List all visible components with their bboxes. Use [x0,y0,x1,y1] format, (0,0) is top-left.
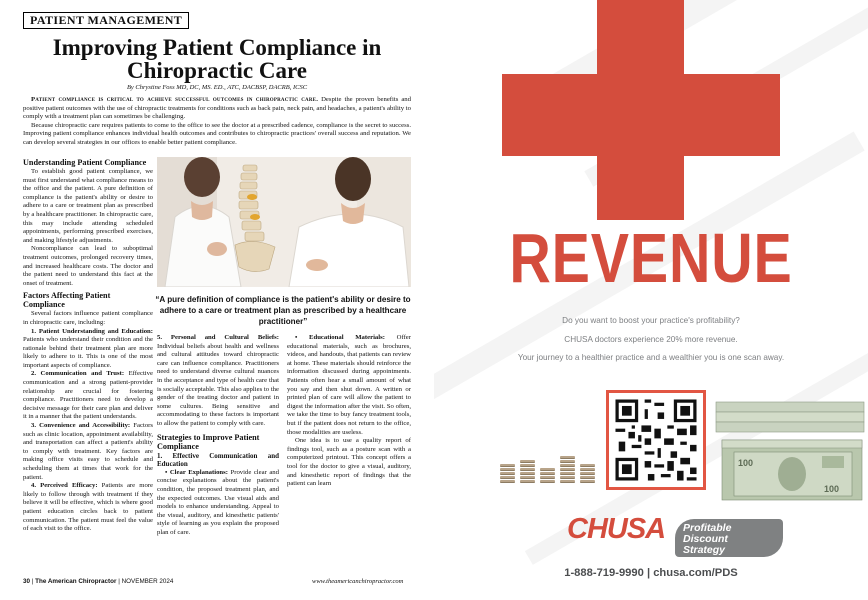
page-number: 30 [23,578,31,585]
medical-cross-icon-bar [502,74,780,156]
badge-line-3: Strategy [683,544,726,556]
byline: By Chrystine Foss MD, DC, MS. ED., ATC, DACBSP, DACRB, ICSC [126,84,308,91]
magazine-name: The American Chiropractor [35,578,117,585]
doctor-patient-photo [157,157,411,287]
factor-3-label: 3. Convenience and Accessibility: [31,422,131,430]
contact-info[interactable]: 1-888-719-9990 | chusa.com/PDS [564,567,738,579]
strategy-clear-explanations [157,469,279,538]
factor-2-label: 2. Communication and Trust: [31,370,125,378]
column-1 [23,157,153,570]
badge-line-1: Profitable [683,522,732,534]
strategy-label: • Educational Materials: [295,334,385,341]
intro-lead: Patient compliance is critical to achieve successful outcomes in chiropractic care. [31,96,319,103]
issue-date: NOVEMBER 2024 [121,578,174,585]
intro [23,96,411,148]
paragraph: One idea is to use a quality report of findings tool, such as a posture scan with a computerized printout. This concept offers a tool for the doctor to give a visual, auditory, and kinesthetic report of findings that the patient can learn [287,437,411,488]
factor-4-text: Patients are more likely to follow through with treatment if they believe it will be effective, which is where good patient education circles back to patient communication. The patient must feel the value of each visit to the office. [23,482,153,533]
intro-paragraph-2: Because chiropractic care requires patients to come to the office to see the doctor at a prescribed cadence, compliance is the secret to success. Improving patient compliance enhances individual health outcomes and contributes to chiropractic practices' overall success and reputation. We can develop several strategies in our offices to enable better patient compliance. [23,121,411,146]
ad-line-1: Do you want to boost your practice's profitability? [562,316,740,325]
cash-stack-icon [712,396,868,504]
badge-line-2: Discount [683,533,728,545]
brand-name: CHUSA [567,513,666,545]
promo-badge [675,519,783,557]
ad-headline: REVENUE [509,219,793,297]
factor-5-label: 5. Personal and Cultural Beliefs: [157,334,279,341]
article-title-line2: Chiropractic Care [127,58,307,83]
heading-understanding: Understanding Patient Compliance [23,158,147,167]
page-footer [23,578,173,585]
factor-3-text: Factors such as clinic location, appointment availability, and transportation can affect a patient's ability to comply with treatment. Key factors are making office visits easy to schedule and scheduling them at times that work for the patient. [23,422,153,481]
paragraph: Noncompliance can lead to suboptimal treatment outcomes, prolonged recovery times, and increased healthcare costs. The doctor and the patient need to understand this fact at the onset of treatment. [23,245,153,287]
bill-value: 100 [824,484,840,494]
column-3 [287,334,411,572]
factor-1-label: 1. Patient Understanding and Education: [31,327,153,335]
qr-code[interactable] [606,390,706,490]
paragraph: To establish good patient compliance, we must first understand what compliance means to the office and the patient. A pure definition of compliance is the patient's ability or desire to adhere to a care or treatment plan as prescribed by a healthcare practitioner. In chiropractic care, this may include attending scheduled appointments, performing prescribed exercises, and making lifestyle adjustments. [23,168,153,244]
money-icon [712,396,868,504]
pull-quote: “A pure definition of compliance is the patient's ability or desire to adhere to a care or treatment plan as prescribed by a healthcare practitioner” [155,295,411,326]
factor-3 [23,422,153,482]
paragraph: Several factors influence patient compliance in chiropractic care, including: [23,310,153,326]
bill-value: 100 [738,458,754,468]
factor-4 [23,482,153,534]
advertisement-page [434,0,868,600]
magazine-url: www.theamericanchiropractor.com [312,578,404,585]
strategy-text: Provide clear and concise explanations about the patient's condition, the proposed treatment plan, and the expected outcomes. Use visual aids and models to enhance understanding. Appeal to the visual, auditory, and kinesthetic patients' style of learning as you explain the proposed plan of care. [157,468,279,536]
heading-strategy-1: 1. Effective Communication and Education [157,451,279,469]
heading-factors: Factors Affecting Patient Compliance [23,291,111,310]
footer-separator: | [31,578,36,585]
factor-5-text: Individual beliefs about health and wellness and cultural attitudes toward chiropractic care can influence compliance. Practitioners need to understand diverse cultural nuances in the acceptance and type of health care that is socially acceptable. This also applies to the gender of the treating doctor and patient in some cultures. Being sensitive and accommodating to these factors is important to allow the patient to comply with care. [157,342,279,427]
column-2 [157,334,279,572]
article-title [0,36,434,82]
qr-code-icon [609,393,703,487]
ad-line-3: Your journey to a healthier practice and a wealthier you is one scan away. [517,353,785,362]
heading-strategies: Strategies to Improve Patient Compliance [157,432,260,451]
intro-rest: Despite the proven benefits and positive patient outcomes with the use of chiropractic treatments for conditions such as back pain, neck pain, and headaches, a patient's ability to comply with a treatment plan can sometimes be challenging. [23,96,411,121]
section-label: PATIENT MANAGEMENT [23,12,189,29]
factor-1 [23,328,153,371]
factor-4-label: 4. Perceived Efficacy: [31,482,98,490]
strategy-educational-materials [287,334,411,437]
ad-line-2: CHUSA doctors experience 20% more revenue. [564,335,738,344]
footer-separator: | [118,578,122,585]
intro-paragraph [23,96,411,122]
factor-1-text: Patients who understand their condition and the rationale behind their treatment plan are more likely to adhere to it. This is one of the most important aspects of compliance. [23,336,153,369]
strategy-text: Offer educational materials, such as brochures, videos, and handouts, that patients can review at home. These materials should reinforce the information discussed during appointments. Patients often hear a small amount of what you say and then shut down. A written or printed plan of care will allow the patient to digest the information after the visit. So often, we take the time to buy fancy treatment tools, but if the patient does not return to the office, those modalities are useless. [287,334,411,436]
factor-2 [23,370,153,422]
strategy-label: • Clear Explanations: [165,468,228,476]
article-photo [157,157,411,287]
factor-5 [157,334,279,429]
article-title-line1: Improving Patient Compliance in [52,35,382,60]
factor-2-text: Effective communication and a strong patient-provider relationship are crucial for fostering compliance. Practitioners need to develop a decisive message for their care plan and deliver it in a manner that the patient understands. [23,370,153,421]
